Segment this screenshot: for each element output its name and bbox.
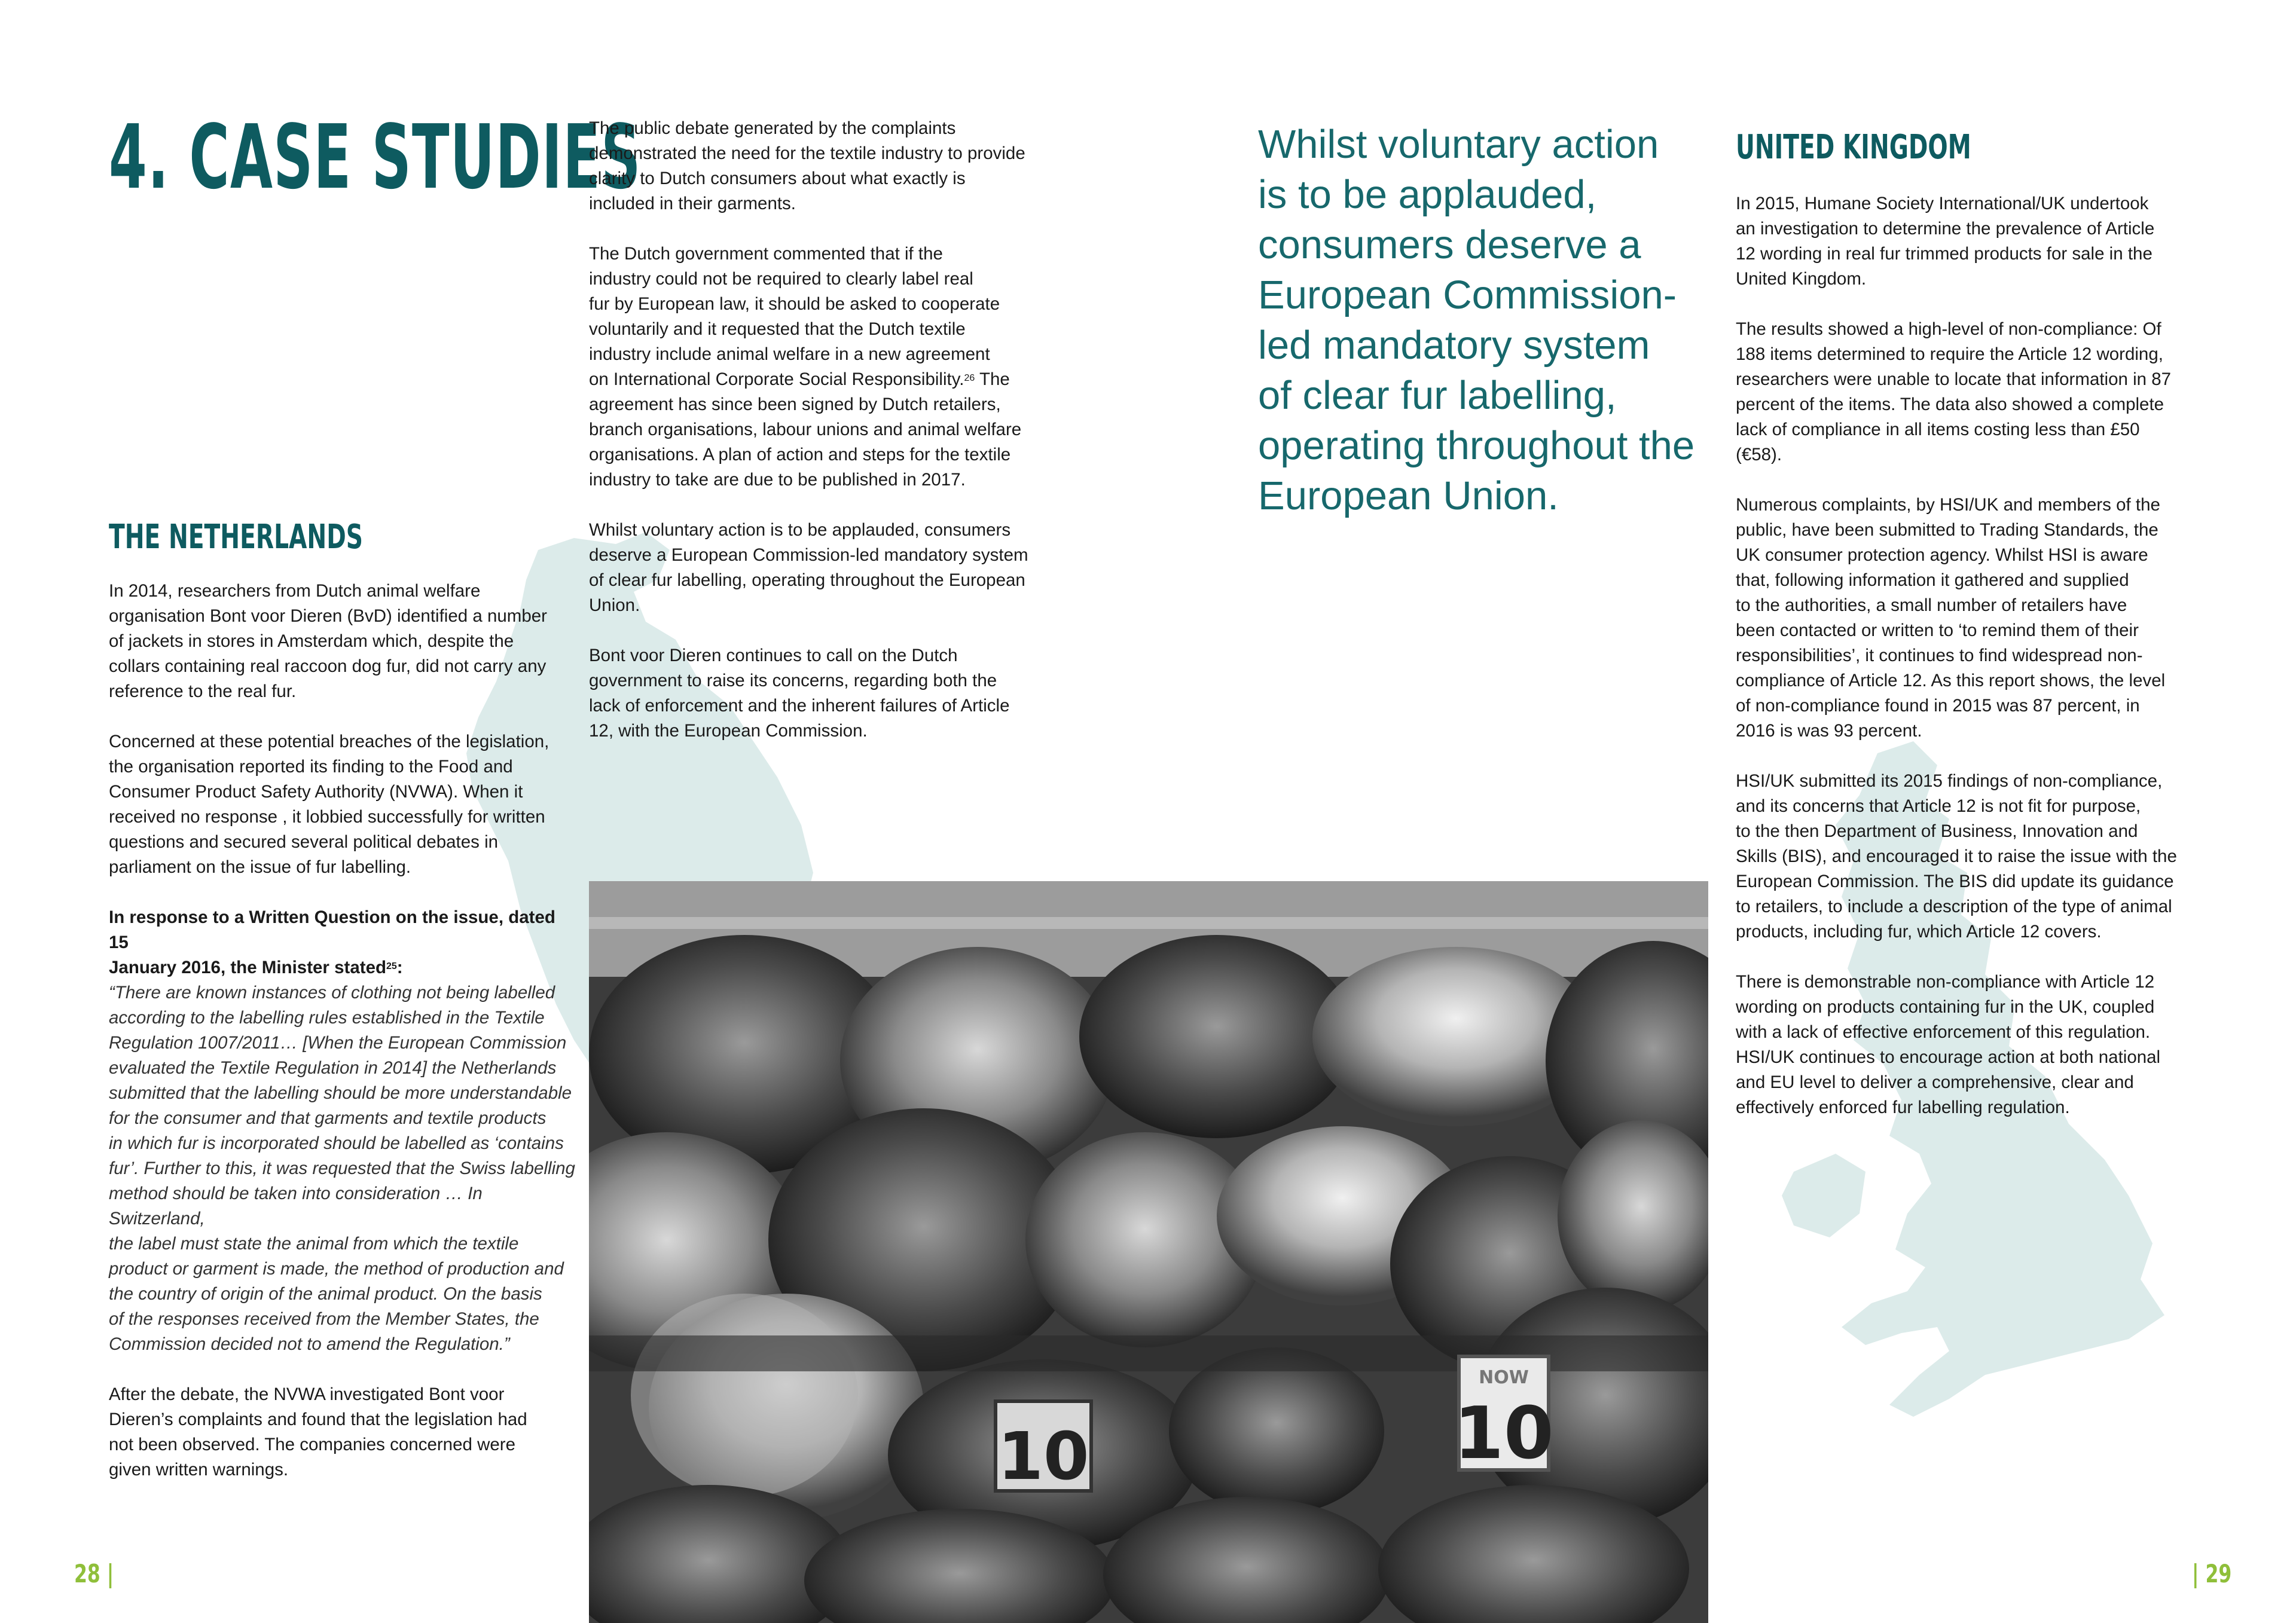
footnote-ref-26: 26 (964, 373, 975, 383)
pull-quote: Whilst voluntary action is to be applauded, consumers deserve a European Commission- led mandatory system of clear fur labelling, operating throughout the European Union. (1258, 122, 1695, 518)
price-tag-right (1454, 1356, 1554, 1475)
uk-heading: UNITED KINGDOM (1736, 128, 1971, 167)
middle-paragraph-4: Bont voor Dieren continues to call on the Dutch government to raise its concerns, regarding both the lack of enforcement and the inherent failures of Article 12, with the European Commission. (589, 646, 1010, 741)
uk-paragraph-1: In 2015, Humane Society International/UK undertook an investigation to determine the prevalence of Article 12 wording in real fur trimmed products for sale in the United Kingdom. (1736, 194, 2155, 289)
fur-hats-photo (589, 881, 1708, 1623)
minister-statement-intro: In response to a Written Question on the issue, dated 15 January 2016, the Minister stated$^{25}$: (109, 907, 555, 977)
netherlands-column (109, 579, 575, 1508)
page-title: 4. CASE STUDIES (109, 106, 642, 209)
uk-paragraph-3: Numerous complaints, by HSI/UK and members of the public, have been submitted to Trading Standards, the UK consumer protection agency. Whilst HSI is aware that, following information it gathered and supplied to the authorities, a small number of retailers have been contacted or written to ‘to remind them of their responsibilities’, it continues to find widespread non- compliance of Article 12. As this report shows, the level of non-compliance found in 2015 was 87 percent, in 2016 is was 93 percent. (1736, 495, 2166, 741)
svg-text:10: 10 (997, 1418, 1089, 1494)
middle-paragraph-2: The Dutch government commented that if the industry could not be required to clearly label real fur by European law, it should be asked to cooperate voluntarily and it requested that the Dutch textile industry include animal welfare in a new agreement on International Corporate Social Responsibility.$^{26}$ The agreement has since been signed by Dutch retailers, branch organisations, labour unions and animal welfare organisations. A plan of action and steps for the textile industry to take are due to be published in 2017. (589, 244, 1022, 490)
uk-paragraph-4: HSI/UK submitted its 2015 findings of non-compliance, and its concerns that Article 12 is not fit for purpose, to the then Department of Business, Innovation and Skills (BIS), and encouraged it to raise the issue with the European Commission. The BIS did update its guidance to retailers, to include a description of the type of animal products, including fur, which Article 12 covers. (1736, 771, 2177, 942)
minister-quote: “There are known instances of clothing not being labelled according to the labelling rules established in the Textile Regulation 1007/2011… [When the European Commission evaluated the Textile Regulation in 2014] the Netherlands submitted that the labelling should be more understandable for the consumer and that garments and textile products in which fur is incorporated should be labelled as ‘contains fur’. Further to this, it was requested that the Swiss labelling method should be taken into consideration … In Switzerland, the label must state the animal from which the textile product or garment is made, the method of production and the country of origin of the animal product. On the basis of the responses received from the Member States, the Commission decided not to amend the Regulation.” (109, 983, 575, 1354)
uk-paragraph-5: There is demonstrable non-compliance with Article 12 wording on products containing fur in the UK, coupled with a lack of effective enforcement of this regulation. HSI/UK continues to encourage action at both national and EU level to deliver a comprehensive, clear and effectively enforced fur labelling regulation. (1736, 972, 2161, 1117)
price-tag-left (996, 1401, 1091, 1494)
uk-column (1736, 191, 2214, 1145)
page-number-left: 28 | (74, 1559, 114, 1588)
netherlands-paragraph-4: After the debate, the NVWA investigated Bont voor Dieren’s complaints and found that the legislation had not been observed. The companies concerned were given written warnings. (109, 1384, 527, 1480)
footnote-ref-25: 25 (386, 961, 397, 971)
fur-hats-illustration (589, 881, 1708, 1623)
netherlands-paragraph-2: Concerned at these potential breaches of the legislation, the organisation reported its finding to the Food and Consumer Product Safety Authority (NVWA). When it received no response , it lobbied successfully for written questions and secured several political debates in parliament on the issue of fur labelling. (109, 732, 549, 877)
middle-paragraph-3: Whilst voluntary action is to be applauded, consumers deserve a European Commission-led mandatory system of clear fur labelling, operating throughout the European Union. (589, 520, 1028, 615)
svg-text:NOW: NOW (1479, 1367, 1529, 1388)
netherlands-heading: THE NETHERLANDS (109, 518, 363, 557)
middle-paragraph-1: The public debate generated by the complaints demonstrated the need for the textile industry to provide clarity to Dutch consumers about what exactly is included in their garments. (589, 118, 1025, 213)
page-number-right: | 29 (2192, 1559, 2232, 1588)
middle-column (589, 116, 1067, 769)
svg-text:10: 10 (1454, 1392, 1554, 1475)
uk-paragraph-2: The results showed a high-level of non-compliance: Of 188 items determined to require the Article 12 wording, researchers were unable to locate that information in 87 percent of the items. The data also showed a complete lack of compliance in all items costing less than £50 (€58). (1736, 319, 2172, 464)
netherlands-paragraph-1: In 2014, researchers from Dutch animal welfare organisation Bont voor Dieren (BvD) identified a number of jackets in stores in Amsterdam which, despite the collars containing real raccoon dog fur, did not carry any reference to the real fur. (109, 581, 547, 701)
